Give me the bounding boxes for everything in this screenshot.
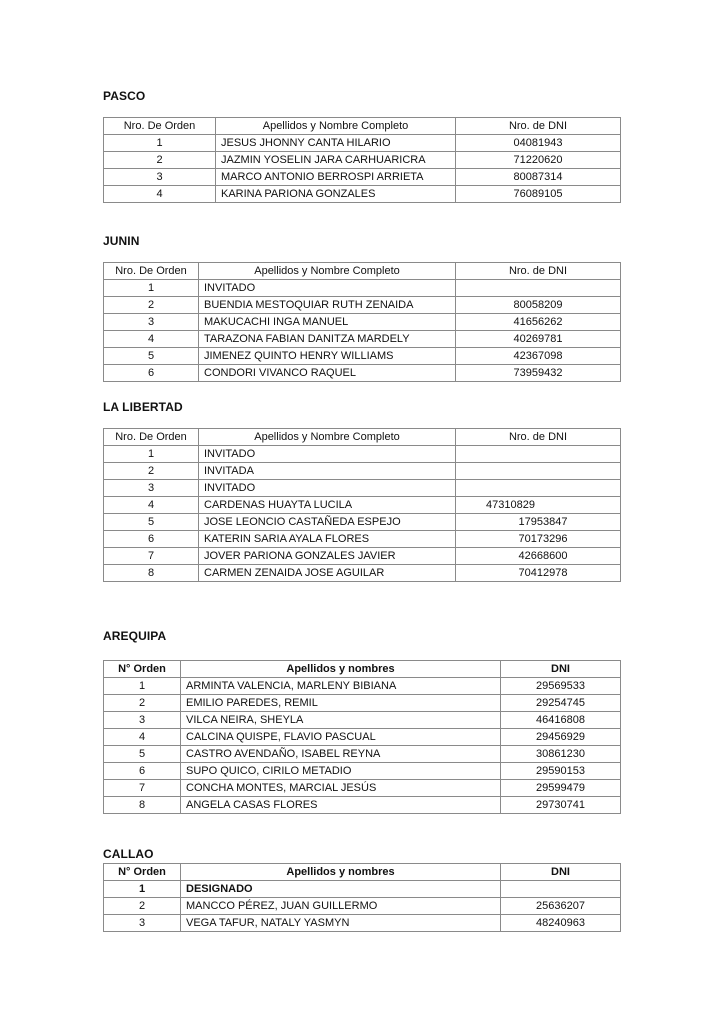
cell-order: 1: [104, 280, 199, 297]
table-row: [104, 763, 621, 780]
cell-order: 5: [104, 348, 199, 365]
cell-order: 6: [104, 365, 199, 382]
cell-order: 5: [104, 746, 181, 763]
cell-name: ARMINTA VALENCIA, MARLENY BIBIANA: [181, 678, 501, 695]
table-row: [104, 480, 621, 497]
cell-dni: 25636207: [501, 898, 621, 915]
cell-name: JAZMIN YOSELIN JARA CARHUARICRA: [216, 152, 456, 169]
cell-dni: [456, 280, 621, 297]
section-title-la-libertad: LA LIBERTAD: [103, 400, 183, 414]
cell-dni: 29730741: [501, 797, 621, 814]
cell-name: KATERIN SARIA AYALA FLORES: [199, 531, 456, 548]
header-dni: Nro. de DNI: [456, 429, 621, 446]
cell-dni: 30861230: [501, 746, 621, 763]
cell-name: KARINA PARIONA GONZALES: [216, 186, 456, 203]
cell-dni: 29456929: [501, 729, 621, 746]
header-order: N° Orden: [104, 864, 181, 881]
table-row: [104, 169, 621, 186]
table-row: [104, 365, 621, 382]
header-order: N° Orden: [104, 661, 181, 678]
cell-name: JESUS JHONNY CANTA HILARIO: [216, 135, 456, 152]
table-row: [104, 446, 621, 463]
cell-order: 4: [104, 331, 199, 348]
table-row: [104, 152, 621, 169]
table-row: [104, 898, 621, 915]
cell-order: 2: [104, 152, 216, 169]
cell-name: JOVER PARIONA GONZALES JAVIER: [199, 548, 456, 565]
table-row: [104, 348, 621, 365]
cell-order: 5: [104, 514, 199, 531]
table-row: [104, 186, 621, 203]
cell-dni: 70173296: [456, 531, 621, 548]
cell-dni: 71220620: [456, 152, 621, 169]
cell-dni: 29254745: [501, 695, 621, 712]
table-row: [104, 297, 621, 314]
cell-name: EMILIO PAREDES, REMIL: [181, 695, 501, 712]
cell-name: INVITADO: [199, 280, 456, 297]
cell-dni: 42668600: [456, 548, 621, 565]
table-row: [104, 695, 621, 712]
cell-name: TARAZONA FABIAN DANITZA MARDELY: [199, 331, 456, 348]
cell-order: 4: [104, 729, 181, 746]
table-row: [104, 746, 621, 763]
table-row: [104, 797, 621, 814]
cell-name: JIMENEZ QUINTO HENRY WILLIAMS: [199, 348, 456, 365]
section-title-junin: JUNIN: [103, 234, 140, 248]
table-la-libertad: [103, 428, 621, 582]
cell-order: 3: [104, 169, 216, 186]
cell-name: BUENDIA MESTOQUIAR RUTH ZENAIDA: [199, 297, 456, 314]
header-order: Nro. De Orden: [104, 263, 199, 280]
cell-order: 3: [104, 915, 181, 932]
cell-dni: 80087314: [456, 169, 621, 186]
cell-order: 2: [104, 695, 181, 712]
table-row: [104, 915, 621, 932]
cell-dni: [501, 881, 621, 898]
cell-name: INVITADO: [199, 446, 456, 463]
cell-dni: 29590153: [501, 763, 621, 780]
table-row: [104, 729, 621, 746]
cell-order: 8: [104, 565, 199, 582]
cell-name: INVITADO: [199, 480, 456, 497]
table-row: [104, 314, 621, 331]
cell-dni: 04081943: [456, 135, 621, 152]
table-row: [104, 135, 621, 152]
header-name: Apellidos y nombres: [181, 661, 501, 678]
cell-name: CONCHA MONTES, MARCIAL JESÚS: [181, 780, 501, 797]
cell-dni: [456, 446, 621, 463]
table-header: [104, 429, 621, 446]
table-header: [104, 661, 621, 678]
cell-dni: 70412978: [456, 565, 621, 582]
cell-order: 3: [104, 480, 199, 497]
cell-order: 7: [104, 548, 199, 565]
table-header: [104, 263, 621, 280]
header-name: Apellidos y nombres: [181, 864, 501, 881]
cell-dni: 80058209: [456, 297, 621, 314]
cell-name: CONDORI VIVANCO RAQUEL: [199, 365, 456, 382]
table-row: [104, 331, 621, 348]
table-row: [104, 548, 621, 565]
cell-order: 3: [104, 314, 199, 331]
cell-name: MANCCO PÉREZ, JUAN GUILLERMO: [181, 898, 501, 915]
table-callao: [103, 863, 621, 932]
cell-name: MARCO ANTONIO BERROSPI ARRIETA: [216, 169, 456, 186]
cell-dni: 47310829: [456, 497, 621, 514]
cell-name: JOSE LEONCIO CASTAÑEDA ESPEJO: [199, 514, 456, 531]
section-title-pasco: PASCO: [103, 89, 146, 103]
cell-order: 1: [104, 135, 216, 152]
header-order: Nro. De Orden: [104, 118, 216, 135]
cell-dni: 29599479: [501, 780, 621, 797]
cell-order: 1: [104, 446, 199, 463]
table-row: [104, 881, 621, 898]
header-dni: DNI: [501, 661, 621, 678]
header-dni: Nro. de DNI: [456, 118, 621, 135]
cell-name: VEGA TAFUR, NATALY YASMYN: [181, 915, 501, 932]
cell-name: VILCA NEIRA, SHEYLA: [181, 712, 501, 729]
cell-order: 1: [104, 881, 181, 898]
header-dni: Nro. de DNI: [456, 263, 621, 280]
cell-dni: 29569533: [501, 678, 621, 695]
header-dni: DNI: [501, 864, 621, 881]
table-row: [104, 678, 621, 695]
cell-dni: 48240963: [501, 915, 621, 932]
cell-dni: 73959432: [456, 365, 621, 382]
cell-dni: 41656262: [456, 314, 621, 331]
cell-order: 1: [104, 678, 181, 695]
cell-name: INVITADA: [199, 463, 456, 480]
cell-order: 3: [104, 712, 181, 729]
cell-dni: 42367098: [456, 348, 621, 365]
cell-order: 2: [104, 463, 199, 480]
table-arequipa: [103, 660, 621, 814]
table-row: [104, 497, 621, 514]
cell-name: CASTRO AVENDAÑO, ISABEL REYNA: [181, 746, 501, 763]
table-row: [104, 712, 621, 729]
cell-name: DESIGNADO: [181, 881, 501, 898]
cell-order: 6: [104, 763, 181, 780]
cell-order: 6: [104, 531, 199, 548]
table-row: [104, 514, 621, 531]
cell-name: MAKUCACHI INGA MANUEL: [199, 314, 456, 331]
cell-dni: [456, 480, 621, 497]
cell-dni: 17953847: [456, 514, 621, 531]
table-row: [104, 531, 621, 548]
table-junin: [103, 262, 621, 382]
cell-order: 2: [104, 898, 181, 915]
cell-name: CARMEN ZENAIDA JOSE AGUILAR: [199, 565, 456, 582]
table-row: [104, 565, 621, 582]
cell-name: CALCINA QUISPE, FLAVIO PASCUAL: [181, 729, 501, 746]
cell-dni: [456, 463, 621, 480]
section-title-callao: CALLAO: [103, 847, 154, 861]
table-row: [104, 280, 621, 297]
header-name: Apellidos y Nombre Completo: [199, 263, 456, 280]
cell-dni: 46416808: [501, 712, 621, 729]
cell-order: 8: [104, 797, 181, 814]
cell-name: CARDENAS HUAYTA LUCILA: [199, 497, 456, 514]
cell-order: 2: [104, 297, 199, 314]
table-pasco: [103, 117, 621, 203]
cell-order: 4: [104, 497, 199, 514]
cell-order: 7: [104, 780, 181, 797]
section-title-arequipa: AREQUIPA: [103, 629, 167, 643]
table-header: [104, 118, 621, 135]
table-row: [104, 463, 621, 480]
header-name: Apellidos y Nombre Completo: [216, 118, 456, 135]
header-order: Nro. De Orden: [104, 429, 199, 446]
cell-dni: 40269781: [456, 331, 621, 348]
cell-name: SUPO QUICO, CIRILO METADIO: [181, 763, 501, 780]
table-row: [104, 780, 621, 797]
cell-dni: 76089105: [456, 186, 621, 203]
cell-name: ANGELA CASAS FLORES: [181, 797, 501, 814]
cell-order: 4: [104, 186, 216, 203]
table-header: [104, 864, 621, 881]
header-name: Apellidos y Nombre Completo: [199, 429, 456, 446]
